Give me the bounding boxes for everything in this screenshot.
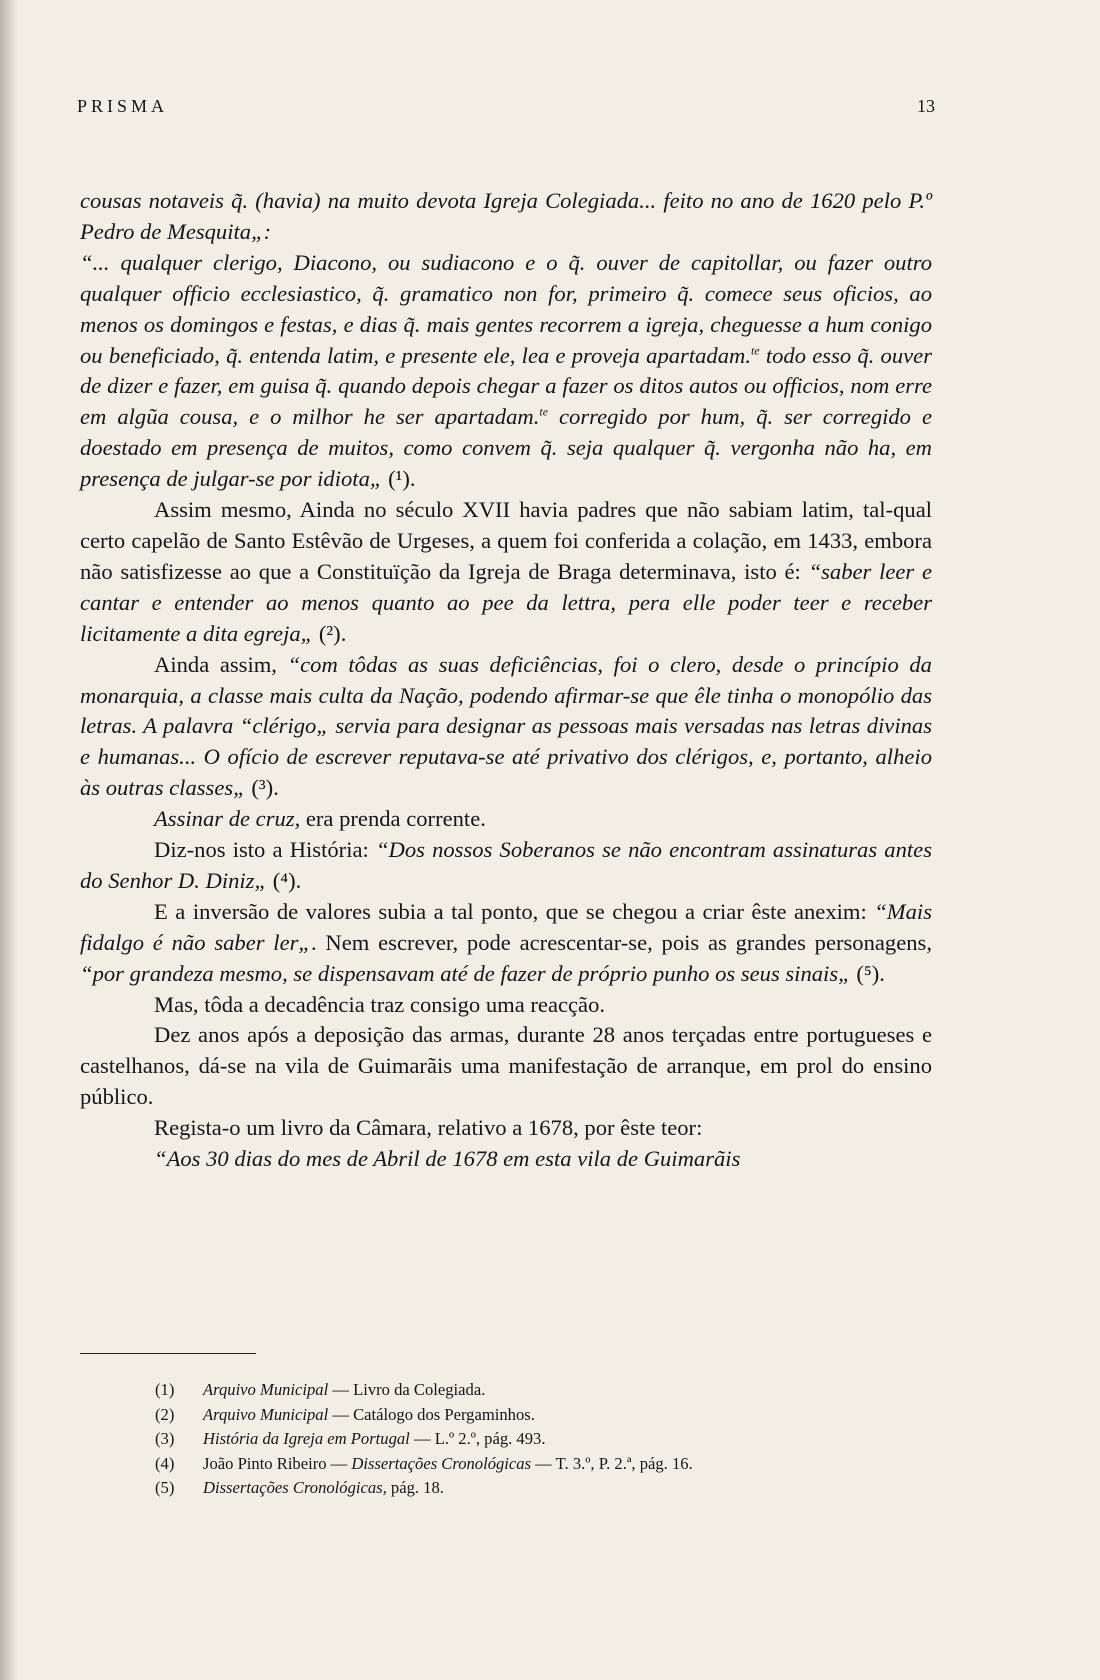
footnote-ref-1: (¹).: [382, 466, 416, 492]
paragraph-9: “Aos 30 dias do mes de Abril de 1678 em esta vila de Guimarãis: [154, 1146, 741, 1172]
page-edge-shadow: [0, 0, 18, 1680]
footnote-detail: — Catálogo dos Pergaminhos.: [328, 1404, 535, 1424]
footnote-2: [155, 1403, 915, 1428]
footnote-number: (2): [155, 1404, 175, 1424]
footnote-source: Arquivo Municipal: [203, 1404, 329, 1424]
paragraph-5-text-b: . Nem escrever, pode acrescentar-se, pois as grandes personagens,: [310, 929, 932, 955]
footnote-detail: — T. 3.º, P. 2.ª, pág. 16.: [531, 1453, 693, 1473]
quote-block-1: cousas notaveis q̃. (havia) na muito devota Igreja Colegiada... feito no ano de 1620 pelo P.º Pedro de Mesquita„:: [80, 188, 932, 244]
quote-block-2: [80, 248, 932, 495]
journal-title: PRISMA: [77, 96, 169, 116]
abbrev-sup: te: [539, 404, 549, 419]
page-number: 13: [917, 96, 935, 116]
footnote-author: João Pinto Ribeiro —: [203, 1453, 352, 1473]
quote-2-part-b: todo esso q̃. ouver de dizer e fazer, em guisa q̃. quando depois chegar a fazer os ditos autos ou officios, nom erre em algũa cousa, e o milhor he ser apartadam.: [80, 342, 932, 430]
paragraph-2-intro: Ainda assim,: [154, 651, 288, 677]
footnote-number: (5): [155, 1478, 175, 1498]
footnote-number: (1): [155, 1380, 175, 1399]
footnote-number: (3): [155, 1429, 175, 1449]
paragraph-3-rest: era prenda corrente.: [300, 806, 486, 832]
footnote-source: História da Igreja em Portugal: [203, 1429, 410, 1449]
footnote-ref-5: (⁵).: [850, 960, 885, 986]
paragraph-1-quote: “saber leer e cantar e entender ao menos quanto ao pee da lettra, pera elle poder teer e receber licitamente a dita egreja„: [80, 558, 932, 646]
paragraph-8: Regista-o um livro da Câmara, relativo a 1678, por êste teor:: [154, 1115, 703, 1141]
footnote-detail: pág. 18.: [386, 1478, 444, 1498]
paragraph-2: [80, 650, 932, 805]
paragraph-5: [80, 897, 932, 990]
paragraph-4: [80, 835, 932, 897]
footnote-number: (4): [155, 1453, 175, 1473]
footnote-4: [155, 1452, 915, 1477]
footnote-5: [155, 1476, 915, 1501]
footnote-ref-3: (³).: [245, 775, 279, 801]
body-text: [80, 186, 932, 1175]
quote-2-part-a: “... qualquer clerigo, Diacono, ou sudiacono e o q̃. ouver de capitollar, ou fazer outro qualquer officio ecclesiastico, q̃. gramatico non for, primeiro q̃. comece seus oficios, ao menos os domingos e festas, e dias q̃. mais gentes recorrem a igreja, cheguesse a hum conigo ou beneficiado, q̃. entenda latim, e presente ele, lea e proveja apartadam.: [80, 249, 932, 368]
footnote-3: [155, 1427, 915, 1452]
footnotes: [155, 1378, 915, 1501]
paragraph-1-text: Assim mesmo, Ainda no século XVII havia padres que não sabiam latim, tal-qual certo capelão de Santo Estêvão de Urgeses, a quem foi conferida a colação, em 1433, embora não satisfizesse ao que a Constituïção da Igreja de Braga determinava, isto é:: [80, 497, 932, 584]
paragraph-5-quote-1: “Mais fidalgo é não saber ler„: [80, 898, 932, 955]
footnote-ref-4: (⁴).: [267, 867, 302, 893]
paragraph-5-text-a: E a inversão de valores subia a tal ponto, que se chegou a criar êste anexim:: [154, 898, 875, 924]
footnote-source: Dissertações Cronológicas,: [203, 1478, 387, 1498]
paragraph-1: [80, 495, 932, 650]
footnote-1: [155, 1378, 915, 1403]
footnote-source: Arquivo Municipal: [203, 1380, 329, 1399]
paragraph-3-italic: Assinar de cruz,: [154, 806, 301, 832]
footnote-source: Dissertações Cronológicas: [351, 1453, 532, 1473]
abbrev-sup: te: [750, 343, 760, 357]
footnote-detail: — Livro da Colegiada.: [328, 1380, 486, 1399]
footnote-divider: [80, 1353, 256, 1354]
paragraph-5-quote-2: “por grandeza mesmo, se dispensavam até de fazer de próprio punho os seus sinais„: [80, 960, 851, 986]
running-header: [77, 96, 935, 117]
footnote-detail: — L.º 2.º, pág. 493.: [409, 1429, 546, 1449]
paragraph-4-quote: “Dos nossos Soberanos se não encontram assinaturas antes do Senhor D. Diniz„: [80, 837, 932, 893]
footnote-ref-2: (²).: [313, 620, 347, 646]
paragraph-6: Mas, tôda a decadência traz consigo uma reacção.: [154, 991, 606, 1017]
paragraph-3: [80, 804, 932, 835]
paragraph-2-quote: “com tôdas as suas deficiências, foi o clero, desde o princípio da monarquia, a classe mais culta da Nação, podendo afirmar-se que êle tinha o monopólio das letras. A palavra “clérigo„ servia para designar as pessoas mais versadas nas letras divinas e humanas... O ofício de escrever reputava-se até privativo dos clérigos, e, portanto, alheio às outras classes„: [80, 651, 932, 801]
paragraph-7: Dez anos após a deposição das armas, durante 28 anos terçadas entre portugueses e castelhanos, dá-se na vila de Guimarãis uma manifestação de arranque, em prol do ensino público.: [80, 1022, 932, 1110]
quote-2-part-c: corregido por hum, q̃. ser corregido e doestado em presença de muitos, como convem q̃. seja qualquer q̃. vergonha não ha, em presença de julgar-se por idiota„: [80, 404, 932, 492]
paragraph-4-intro: Diz-nos isto a História:: [154, 837, 376, 863]
